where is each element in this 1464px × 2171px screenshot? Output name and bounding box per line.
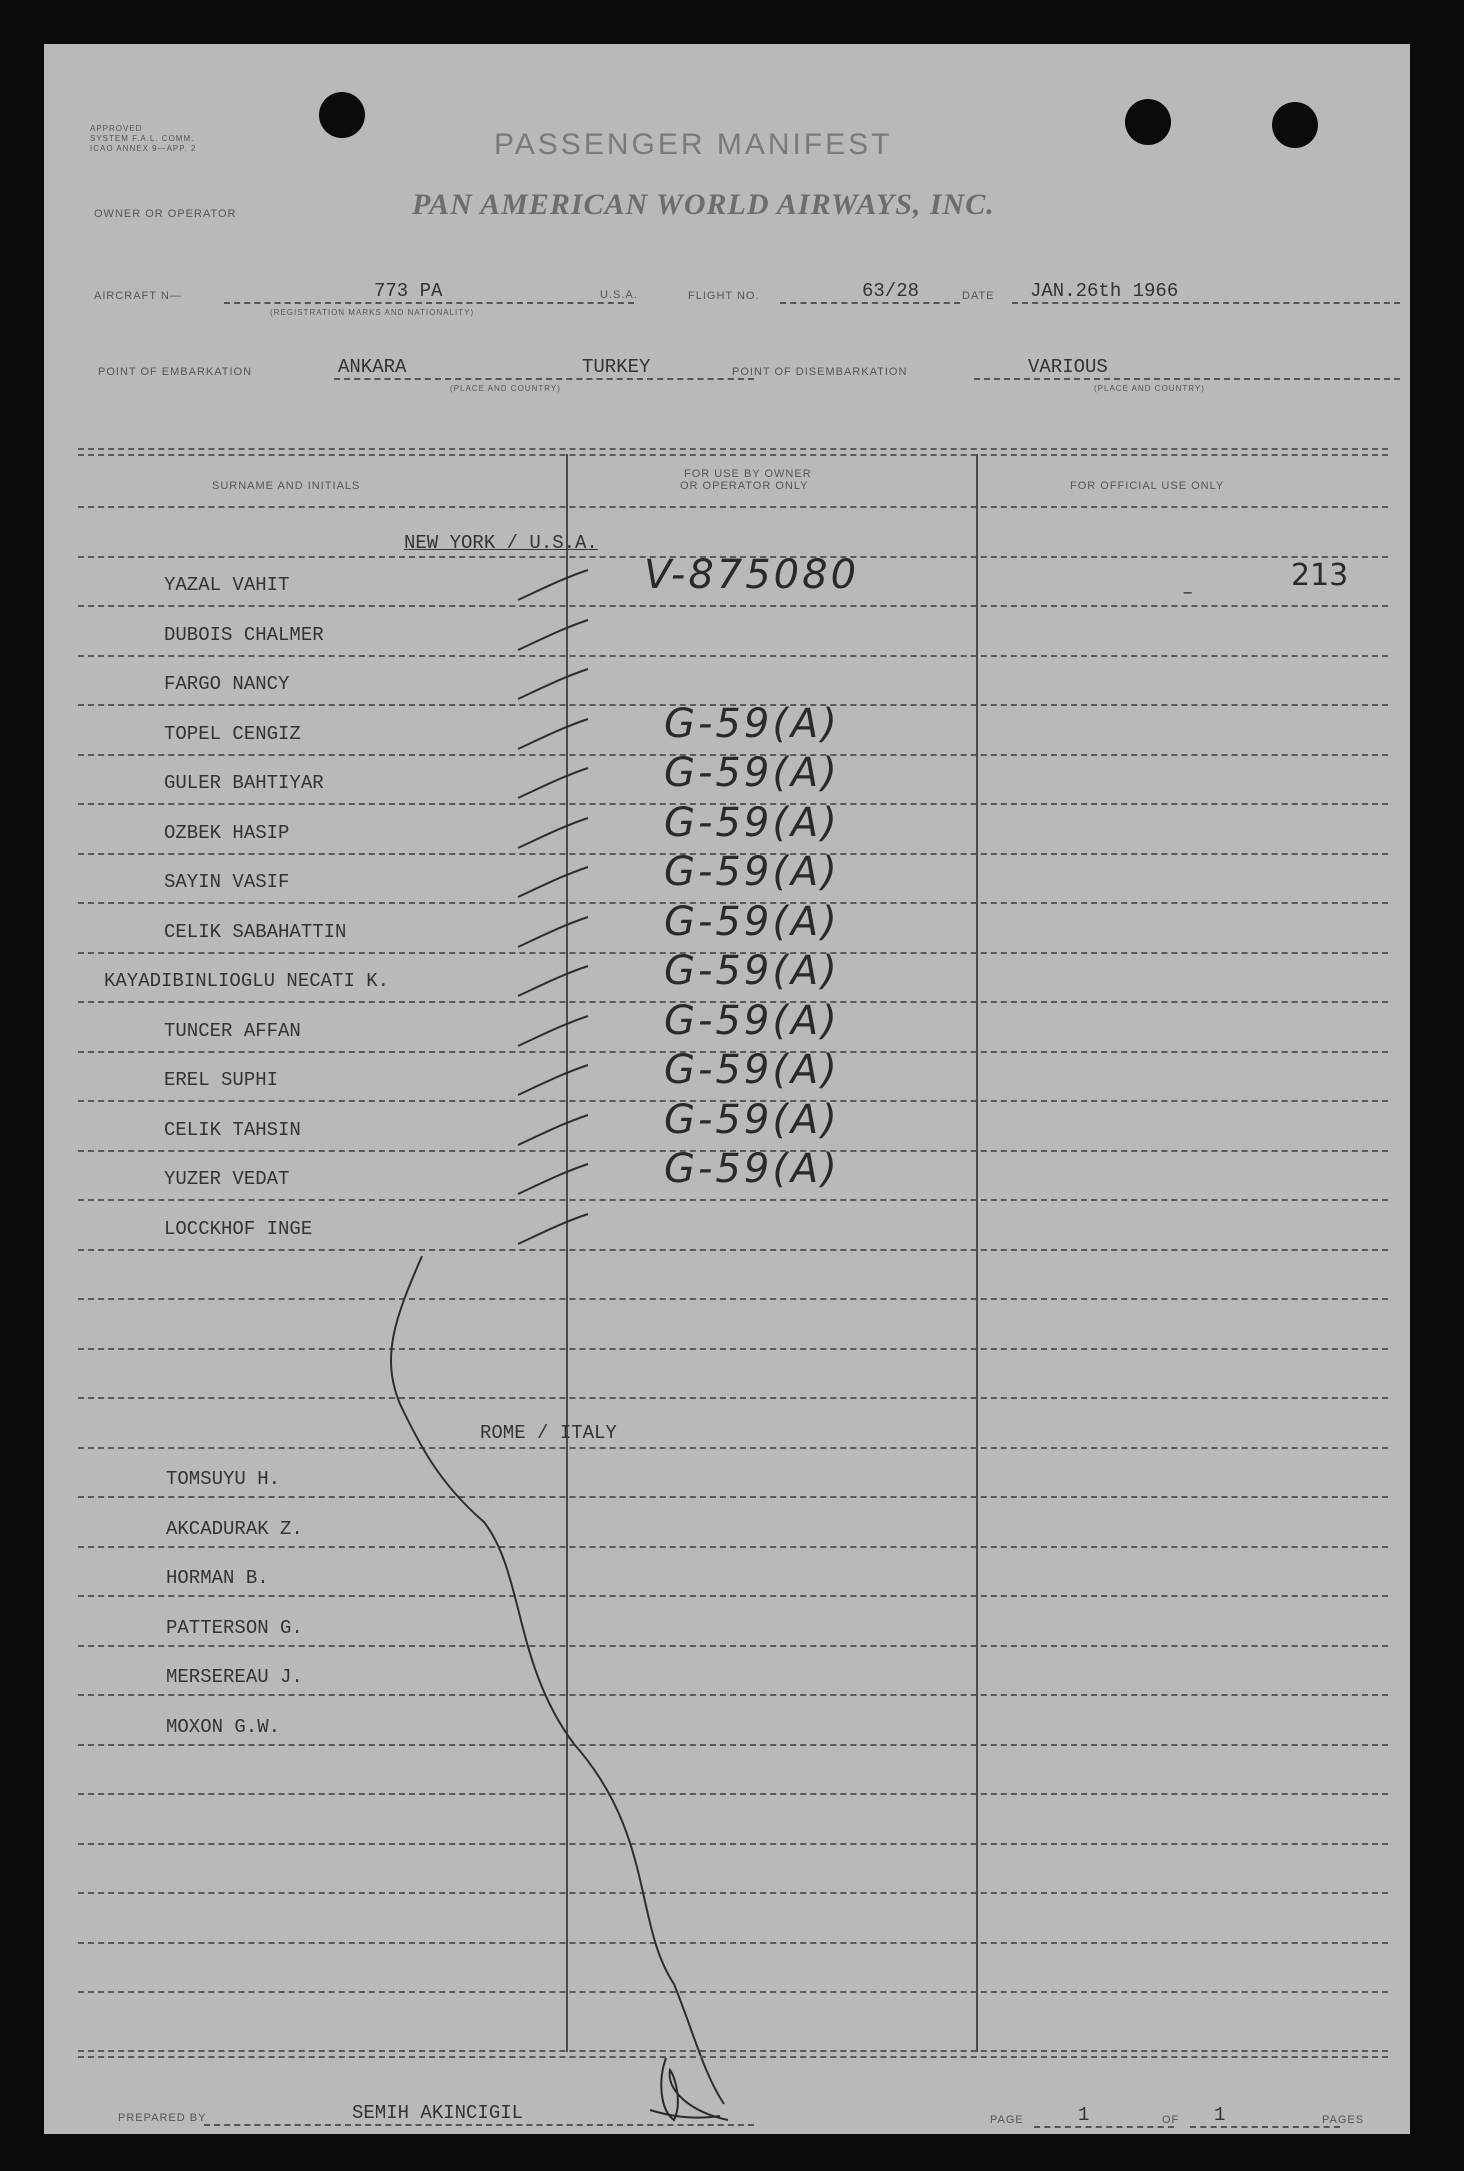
page-value: 1 (1078, 2104, 1090, 2126)
passenger-name: AKCADURAK Z. (166, 1518, 303, 1540)
owner-code: G-59(A) (664, 849, 840, 895)
approval-line: ICAO ANNEX 9—APP. 2 (90, 144, 197, 153)
owner-code: G-59(A) (664, 1146, 840, 1192)
owner-code: G-59(A) (664, 1097, 840, 1143)
date-label: DATE (962, 290, 995, 302)
cancel-squiggle (44, 44, 1410, 2134)
embarkation-country: TURKEY (582, 356, 651, 378)
owner-code: G-59(A) (664, 899, 840, 945)
owner-code: G-59(A) (664, 750, 840, 796)
embarkation-label: POINT OF EMBARKATION (98, 366, 253, 378)
passenger-name: OZBEK HASIP (164, 822, 290, 844)
disembarkation-label: POINT OF DISEMBARKATION (732, 366, 908, 378)
official-mark: 213 (1291, 558, 1349, 593)
owner-code: G-59(A) (664, 948, 840, 994)
form-title: PASSENGER MANIFEST (494, 128, 893, 161)
passenger-name: YUZER VEDAT (164, 1168, 290, 1190)
owner-code: G-59(A) (664, 1047, 840, 1093)
section-heading-rome: ROME / ITALY (480, 1422, 617, 1444)
of-value: 1 (1214, 2104, 1226, 2126)
passenger-name: FARGO NANCY (164, 673, 290, 695)
col-owner-header-2: OR OPERATOR ONLY (680, 480, 809, 492)
passenger-name: CELIK TAHSIN (164, 1119, 301, 1141)
embarkation-city: ANKARA (338, 356, 407, 378)
owner-code: V-875080 (644, 552, 860, 598)
passenger-name: TUNCER AFFAN (164, 1020, 301, 1042)
disembarkation-value: VARIOUS (1028, 356, 1108, 378)
pages-label: PAGES (1322, 2114, 1365, 2126)
approval-line: SYSTEM F.A.L. COMM. (90, 134, 195, 143)
owner-label: OWNER OR OPERATOR (94, 208, 237, 220)
passenger-name: TOPEL CENGIZ (164, 723, 301, 745)
passenger-name: KAYADIBINLIOGLU NECATI K. (104, 970, 390, 992)
passenger-name: YAZAL VAHIT (164, 574, 290, 596)
official-dash: – (1182, 582, 1194, 604)
owner-code: G-59(A) (664, 701, 840, 747)
passenger-name: DUBOIS CHALMER (164, 624, 324, 646)
section-heading-newyork: NEW YORK / U.S.A. (404, 532, 598, 554)
aircraft-label: AIRCRAFT N— (94, 290, 182, 302)
col-owner-header-1: FOR USE BY OWNER (684, 468, 812, 480)
passenger-name: SAYIN VASIF (164, 871, 290, 893)
flight-value: 63/28 (862, 280, 920, 302)
passenger-name: MOXON G.W. (166, 1716, 281, 1738)
aircraft-country: U.S.A. (600, 289, 638, 301)
passenger-name: LOCCKHOF INGE (164, 1218, 313, 1240)
prepared-label: PREPARED BY (118, 2112, 207, 2124)
owner-code: G-59(A) (664, 800, 840, 846)
col-official-header: FOR OFFICIAL USE ONLY (1070, 480, 1225, 492)
date-value: JAN.26th 1966 (1030, 280, 1179, 302)
of-label: OF (1162, 2114, 1180, 2126)
passenger-name: TOMSUYU H. (166, 1468, 281, 1490)
prepared-value: SEMIH AKINCIGIL (352, 2102, 524, 2124)
registration-caption: (REGISTRATION MARKS AND NATIONALITY) (270, 308, 475, 317)
col-surname-header: SURNAME AND INITIALS (212, 480, 361, 492)
passenger-name: PATTERSON G. (166, 1617, 303, 1639)
aircraft-value: 773 PA (374, 280, 443, 302)
passenger-name: CELIK SABAHATTIN (164, 921, 347, 943)
approval-line: APPROVED (90, 124, 143, 133)
page-label: PAGE (990, 2114, 1024, 2126)
passenger-name: EREL SUPHI (164, 1069, 279, 1091)
passenger-name: GULER BAHTIYAR (164, 772, 324, 794)
flight-label: FLIGHT NO. (688, 290, 760, 302)
passenger-name: MERSEREAU J. (166, 1666, 303, 1688)
operator-name: PAN AMERICAN WORLD AIRWAYS, INC. (412, 188, 995, 221)
place-caption: (PLACE AND COUNTRY) (450, 384, 561, 393)
passenger-name: HORMAN B. (166, 1567, 269, 1589)
owner-code: G-59(A) (664, 998, 840, 1044)
manifest-sheet (44, 44, 1410, 2134)
place-caption-2: (PLACE AND COUNTRY) (1094, 384, 1205, 393)
signature (630, 2050, 740, 2130)
